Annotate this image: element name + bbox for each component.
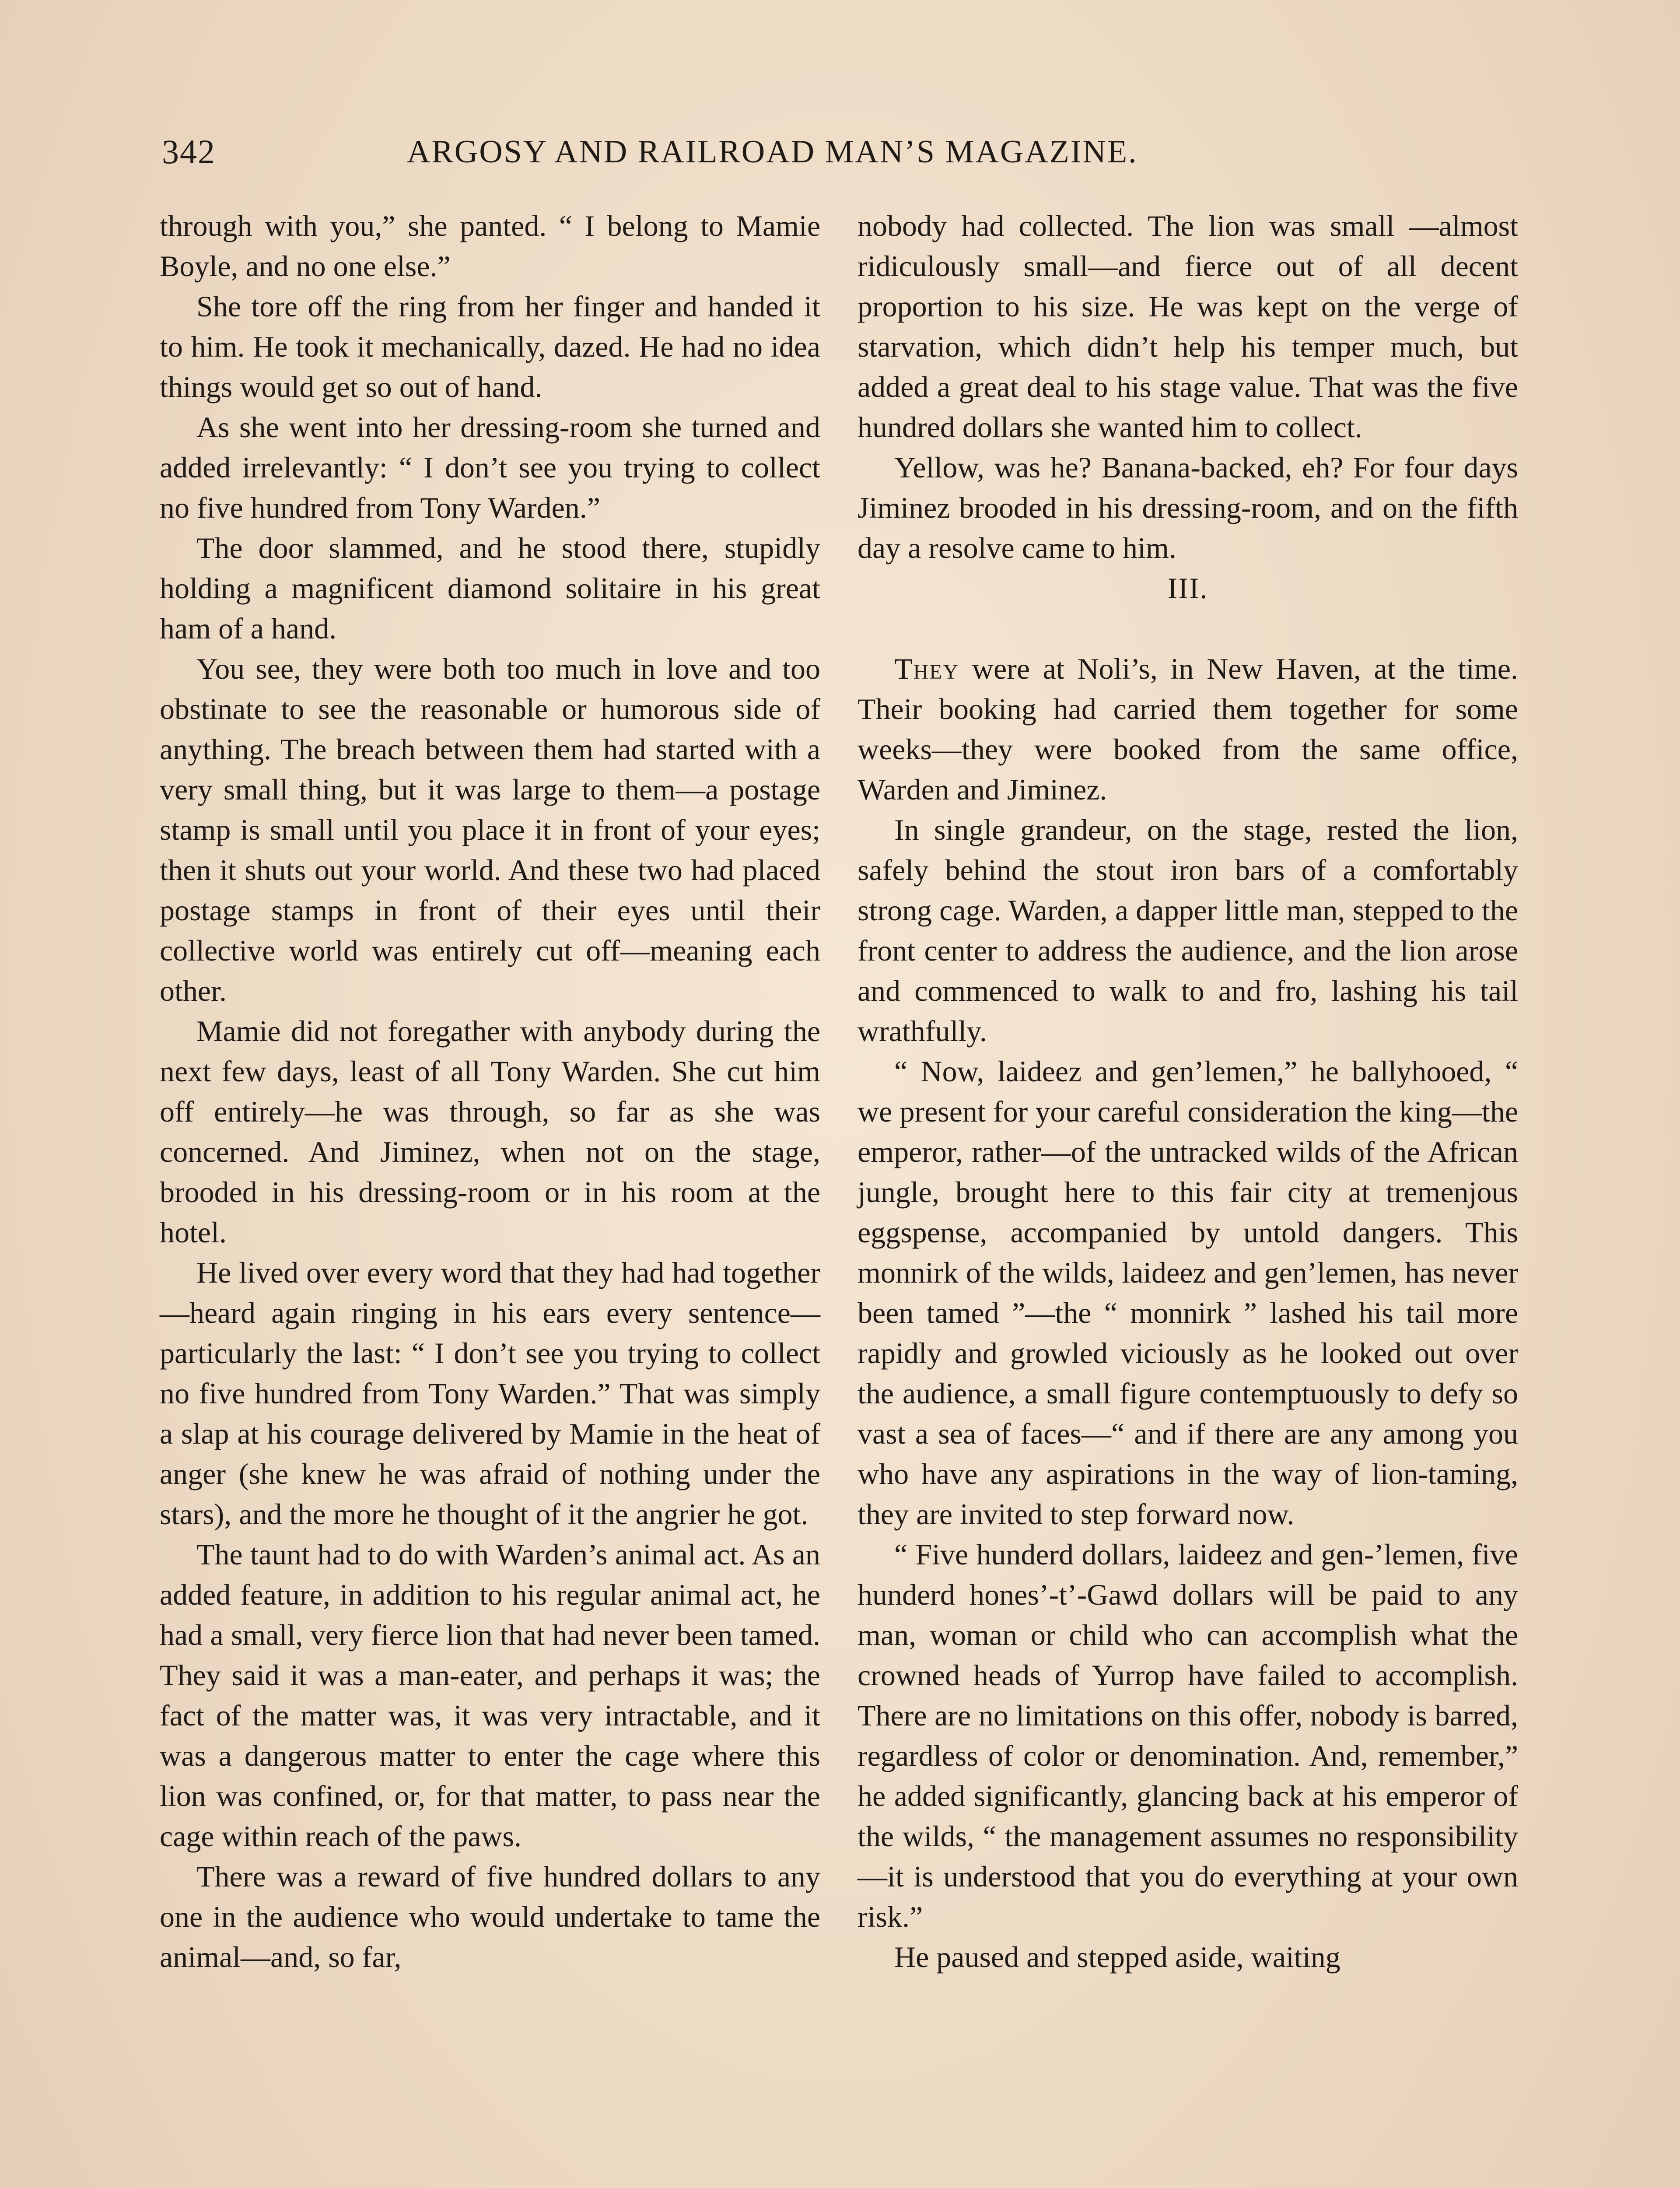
paragraph: He lived over every word that they had had together—heard again ringing in his ears every sentence—particularly the last: “ I don’t see you trying to collect no five hundred from Tony Warden.” That was simply a slap at his courage delivered by Mamie in the heat of anger (she knew he was afraid of nothing under the stars), and the more he thought of it the angrier he got. bbox=[160, 1256, 820, 1531]
paragraph: There was a reward of five hundred dollars to any one in the audience who would undertake to tame the animal—and, so far, bbox=[160, 1860, 820, 1974]
page-header bbox=[162, 128, 1518, 176]
paragraph: The taunt had to do with Warden’s animal act. As an added feature, in addition to his regular animal act, he had a small, very fierce lion that had never been tamed. They said it was a man-eater, and perhaps it was; the fact of the matter was, it was very intractable, and it was a dangerous matter to enter the cage where this lion was confined, or, for that matter, to pass near the cage within reach of the paws. bbox=[160, 1538, 820, 1853]
paragraph: In single grandeur, on the stage, rested the lion, safely behind the stout iron bars of a comfortably strong cage. Warden, a dapper little man, stepped to the front center to address the audience, and the lion arose and commenced to walk to and fro, lashing his tail wrathfully. bbox=[858, 813, 1518, 1048]
left-column bbox=[160, 206, 820, 1977]
paragraph bbox=[858, 649, 1518, 810]
running-head: ARGOSY AND RAILROAD MAN’S MAGAZINE. bbox=[407, 134, 1138, 170]
paragraph: through with you,” she panted. “ I belong to Mamie Boyle, and no one else.” bbox=[160, 209, 820, 283]
lead-word: They bbox=[894, 652, 959, 685]
paragraph: The door slammed, and he stood there, stupidly holding a magnificent diamond solitaire in his great ham of a hand. bbox=[160, 531, 820, 645]
paragraph: He paused and stepped aside, waiting bbox=[894, 1940, 1340, 1974]
paragraph: “ Five hunderd dollars, laideez and gen-’lemen, five hunderd hones’-t’-Gawd dollars will be paid to any man, woman or child who can accomplish what the crowned heads of Yurrop have failed to accomplish. There are no limitations on this offer, nobody is barred, regardless of color or denomination. And, remember,” he added significantly, glancing back at his emperor of the wilds, “ the management assumes no responsibility—it is understood that you do everything at your own risk.” bbox=[858, 1538, 1518, 1933]
paragraph: You see, they were both too much in love and too obstinate to see the reasonable or humorous side of anything. The breach between them had started with a very small thing, but it was large to them—a postage stamp is small until you place it in front of your eyes; then it shuts out your world. And these two had placed postage stamps in front of their eyes until their collective world was entirely cut off—meaning each other. bbox=[160, 652, 820, 1007]
paragraph: As she went into her dressing-room she turned and added irrelevantly: “ I don’t see you trying to collect no five hundred from Tony Warden.” bbox=[160, 410, 820, 524]
right-column bbox=[858, 206, 1518, 1977]
paragraph: nobody had collected. The lion was small —almost ridiculously small—and fierce out of all decent proportion to his size. He was kept on the verge of starvation, which didn’t help his temper much, but added a great deal to his stage value. That was the five hundred dollars she wanted him to collect. bbox=[858, 209, 1518, 444]
section-heading: III. bbox=[1167, 572, 1208, 605]
paragraph: She tore off the ring from her finger and handed it to him. He took it mechanically, dazed. He had no idea things would get so out of hand. bbox=[160, 290, 820, 403]
paragraph: Mamie did not foregather with anybody during the next few days, least of all Tony Warden. She cut him off entirely—he was through, so far as she was concerned. And Jiminez, when not on the stage, brooded in his dressing-room or in his room at the hotel. bbox=[160, 1014, 820, 1249]
paragraph-text: were at Noli’s, in New Haven, at the time. Their booking had carried them together for some weeks—they were booked from the same office, Warden and Jiminez. bbox=[858, 652, 1518, 806]
page-number: 342 bbox=[162, 133, 216, 171]
paragraph: Yellow, was he? Banana-backed, eh? For four days Jiminez brooded in his dressing-room, and on the fifth day a resolve came to him. bbox=[858, 451, 1518, 565]
paragraph: “ Now, laideez and gen’lemen,” he ballyhooed, “ we present for your careful consideration the king—the emperor, rather—of the untracked wilds of the African jungle, brought here to this fair city at tremenjous eggspense, accompanied by untold dangers. This monnirk of the wilds, laideez and gen’lemen, has never been tamed ”—the “ monnirk ” lashed his tail more rapidly and growled viciously as he looked out over the audience, a small figure contemptuously to defy so vast a sea of faces—“ and if there are any among you who have any aspirations in the way of lion-taming, they are invited to step forward now. bbox=[858, 1055, 1518, 1531]
